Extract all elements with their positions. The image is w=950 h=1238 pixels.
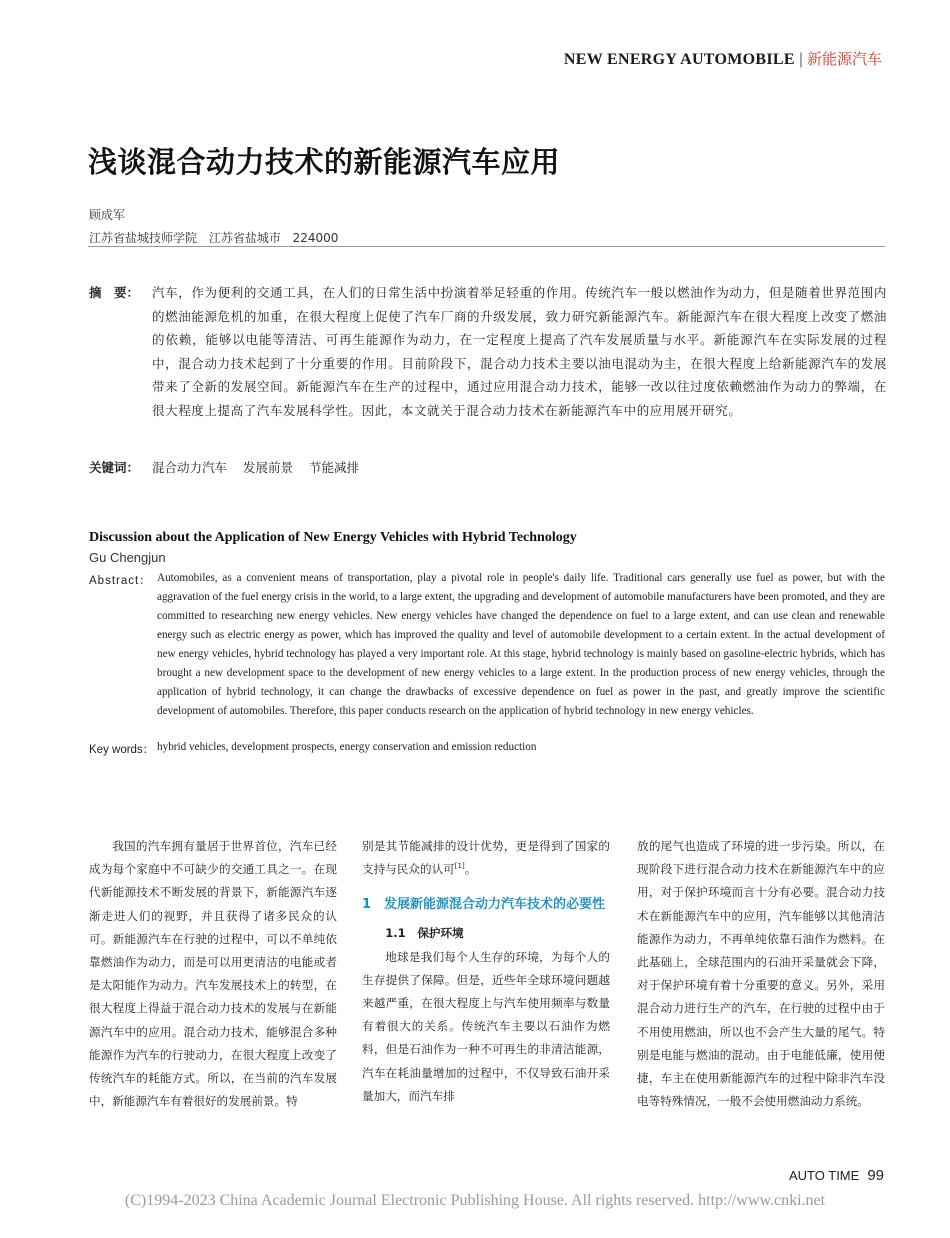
- header-divider: [88, 246, 885, 247]
- keywords-cn-text: 混合动力汽车 发展前景 节能减排: [152, 460, 359, 475]
- abstract-cn-label: 摘 要：: [89, 285, 140, 300]
- paragraph-end: 。: [464, 862, 477, 877]
- body-column-1: [89, 835, 337, 1113]
- keywords-en-label: Key words：: [89, 744, 155, 756]
- footer-journal: AUTO TIME: [789, 1168, 860, 1183]
- header-separator: |: [798, 51, 803, 68]
- journal-section-en: NEW ENERGY AUTOMOBILE: [563, 51, 795, 68]
- paragraph-text: 别是其节能减排的设计优势，更是得到了国家的支持与民众的认可: [362, 839, 610, 877]
- section-heading: 1 发展新能源混合动力汽车技术的必要性: [362, 897, 606, 913]
- body-column-3: [637, 835, 885, 1113]
- copyright-notice: (C)1994-2023 China Academic Journal Electronic Publishing House. All rights reserved. http://www.cnki.net: [124, 1192, 826, 1209]
- english-title: Discussion about the Application of New Energy Vehicles with Hybrid Technology: [89, 530, 577, 545]
- running-header: [564, 48, 882, 69]
- body-column-2: [362, 835, 610, 1108]
- journal-section-cn: 新能源汽车: [806, 50, 882, 68]
- citation-ref: [1]: [454, 862, 465, 871]
- english-author: Gu Chengjun: [89, 550, 166, 565]
- page-number: 99: [867, 1167, 884, 1184]
- body-paragraph: 我国的汽车拥有量居于世界首位，汽车已经成为每个家庭中不可缺少的交通工具之一。在现代新能源技术不断发展的背景下，新能源汽车逐渐走进人们的视野，并且获得了诸多民众的认可。新能源汽车在行驶的过程中，可以不单纯依靠燃油作为动力，而是可以用更清洁的电能或者是太阳能作为动力。汽车发展技术上的转型，在很大程度上得益于混合动力技术的发展与在新能源汽车中的应用。混合动力技术，能够混合多种能源作为汽车的行驶动力，在很大程度上改变了传统汽车的耗能方式。所以，在当前的汽车发展中，新能源汽车有着很好的发展前景。特: [89, 839, 337, 1109]
- abstract-en-label: Abstract：: [89, 575, 152, 587]
- page-footer: [789, 1167, 884, 1184]
- paper-title: 浅谈混合动力技术的新能源汽车应用: [88, 145, 561, 179]
- keywords-en-text: hybrid vehicles, development prospects, energy conservation and emission reduction: [157, 741, 537, 753]
- author-affiliation: 江苏省盐城技师学院 江苏省盐城市 224000: [89, 231, 339, 245]
- abstract-cn-text: 汽车，作为便利的交通工具，在人们的日常生活中扮演着举足轻重的作用。传统汽车一般以燃油作为动力，但是随着世界范围内的燃油能源危机的加重，在很大程度上促使了汽车厂商的升级发展，致力研究新能源汽车。新能源汽车在很大程度上改变了燃油的依赖，能够以电能等清洁、可再生能源作为动力，在一定程度上提高了汽车发展质量与水平。新能源汽车在实际发展的过程中，混合动力技术起到了十分重要的作用。目前阶段下，混合动力技术主要以油电混动为主，在很大程度上给新能源汽车的发展带来了全新的发展空间。新能源汽车在生产的过程中，通过应用混合动力技术，能够一改以往过度依赖燃油作为动力的弊端，在很大程度上提高了汽车发展科学性。因此，本文就关于混合动力技术在新能源汽车中的应用展开研究。: [152, 285, 887, 418]
- body-paragraph: 地球是我们每个人生存的环境，为每个人的生存提供了保障。但是，近些年全球环境问题越来越严重，在很大程度上与汽车使用频率与数量有着很大的关系。传统汽车主要以石油作为燃料，但是石油作为一种不可再生的非清洁能源，汽车在耗油量增加的过程中，不仅导致石油开采量加大，而汽车排: [362, 949, 610, 1103]
- subsection-heading: 1.1 保护环境: [385, 926, 464, 941]
- keywords-cn-label: 关键词：: [89, 460, 140, 475]
- abstract-en-text: Automobiles, as a convenient means of transportation, play a pivotal role in people's daily life. Traditional cars generally use fuel as power, but with the aggravation of the fuel energy crisis in the world, to a large extent, the upgrading and development of automobile manufacturers have been promoted, and they are committed to researching new energy vehicles. New energy vehicles have changed the dependence on fuel to a large extent, and can use clean and renewable energy such as electric energy as power, which has improved the quality and level of automobile development to a certain extent. In the actual development of new energy vehicles, hybrid technology has played a very important role. At this stage, hybrid technology is mainly based on gasoline-electric hybrids, which has brought a new development space to the development of new energy vehicles to a large extent. In the production process of new energy vehicles, through the application of hybrid technology, it can change the drawbacks of excessive dependence on fuel as power in the past, and greatly improve the scientific development of automobiles. Therefore, this paper conducts research on the application of hybrid technology in new energy vehicles.: [157, 572, 885, 717]
- body-paragraph: [362, 835, 610, 881]
- body-paragraph: 放的尾气也造成了环境的进一步污染。所以，在现阶段下进行混合动力技术在新能源汽车中的应用，对于保护环境而言十分有必要。混合动力技术在新能源汽车中的应用，汽车能够以其他清洁能源作为动力，不再单纯依靠石油作为燃料。在此基础上，全球范围内的石油开采量就会下降，对于保护环境有着十分重要的意义。另外，采用混合动力进行生产的汽车，在行驶的过程中由于不用使用燃油，所以也不会产生大量的尾气。特别是电能与燃油的混动。由于电能低廉，使用便捷，车主在使用新能源汽车的过程中除非汽车没电等特殊情况，一般不会使用燃油动力系统。: [637, 839, 885, 1109]
- author-name: 顾成军: [89, 208, 126, 222]
